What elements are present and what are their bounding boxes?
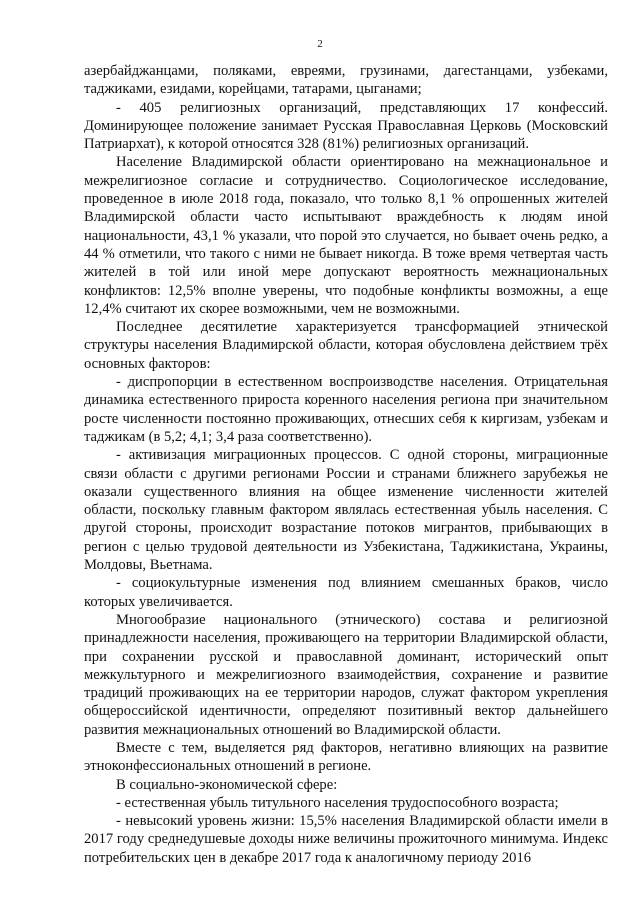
paragraph-ethnic-groups-continued: азербайджанцами, поляками, евреями, грузинами, дагестанцами, узбеками, таджиками, езидами, корейцами, татарами, цыганами;: [84, 63, 608, 98]
paragraph-factor-natural-reproduction: - диспропорции в естественном воспроизводстве населения. Отрицательная динамика естественного прироста коренного населения региона при значительном росте численности постоянно проживающих, отнесших себя к киргизам, узбекам и таджикам (в 5,2; 4,1; 3,4 раза соответственно).: [84, 374, 608, 445]
paragraph-factor-migration: - активизация миграционных процессов. С одной стороны, миграционные связи области с другими регионами России и странами ближнего зарубежья не оказали существенного влияния на общее изменение численности жителей области, поскольку главным фактором являлась естественная убыль населения. С другой стороны, происходит возрастание потоков мигрантов, прибывающих в регион с целью трудовой деятельности из Узбекистана, Таджикистана, Украины, Молдовы, Вьетнама.: [84, 447, 608, 574]
paragraph-ethnic-transformation: Последнее десятилетие характеризуется трансформацией этнической структуры населения Владимирской области, которая обусловлена действием трёх основных факторов:: [84, 319, 608, 372]
paragraph-socioeconomic-heading: В социально-экономической сфере:: [116, 776, 338, 793]
paragraph-diversity: Многообразие национального (этнического) состава и религиозной принадлежности населения, проживающего на территории Владимирской области, при сохранении русской и православной доминант, исторический опыт межкультурного и межрелигиозного взаимодействия, сохранение и развитие традиций проживающих на ее территории народов, служат фактором укрепления общероссийской идентичности, определяют позитивный вектор дальнейшего развития межнациональных отношений во Владимирской области.: [84, 611, 608, 738]
paragraph-living-standard: - невысокий уровень жизни: 15,5% населения Владимирской области имели в 2017 году среднедушевые доходы ниже величины прожиточного минимума. Индекс потребительских цен в декабре 2017 года к аналогичному периоду 2016: [84, 813, 608, 866]
page-number: 2: [317, 38, 323, 50]
paragraph-population-decline: - естественная убыль титульного населения трудоспособного возраста;: [116, 794, 559, 811]
paragraph-religious-organizations: - 405 религиозных организаций, представляющих 17 конфессий. Доминирующее положение занимает Русская Православная Церковь (Московский Патриархат), к которой относятся 328 (81%) религиозных организаций.: [84, 99, 608, 153]
paragraph-factor-mixed-marriages: - социокультурные изменения под влиянием смешанных браков, число которых увеличивается.: [84, 575, 608, 610]
paragraph-negative-factors: Вместе с тем, выделяется ряд факторов, негативно влияющих на развитие этноконфессиональных отношений в регионе.: [84, 739, 608, 775]
document-body: [84, 62, 608, 867]
paragraph-sociological-survey: Население Владимирской области ориентировано на межнациональное и межрелигиозное согласие и сотрудничество. Социологическое исследование, проведенное в июле 2018 года, показало, что только 8,1 % опрошенных жителей Владимирской области часто испытывают враждебность к людям иной национальности, 43,1 % указали, что порой это случается, но бывает очень редко, а 44 % отметили, что такого с ними не бывает никогда. В тоже время четвертая часть жителей в той или иной мере допускают вероятность межнациональных конфликтов: 12,5% вполне уверены, что подобные конфликты возможны, а еще 12,4% считают их скорее возможными, чем не возможными.: [84, 154, 608, 317]
